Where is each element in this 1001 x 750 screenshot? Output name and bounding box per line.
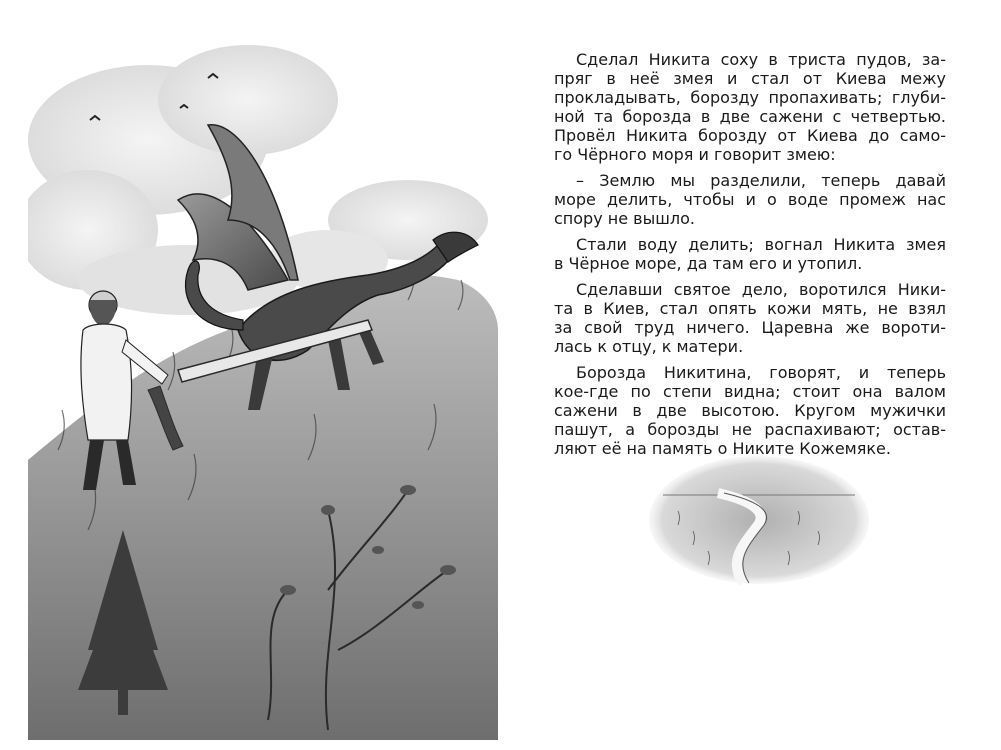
paragraph-4	[554, 280, 946, 356]
text-line: Стали воду делить; вогнал Никита змея	[576, 235, 946, 254]
text-line: море делить, чтобы и о воде промеж нас	[554, 190, 946, 209]
text-line: за свой труд ничего. Царевна же вороти-	[554, 318, 946, 337]
text-line: пашут, а борозды не распахивают; остав-	[554, 420, 946, 439]
story-text	[554, 50, 946, 465]
paragraph-5	[554, 363, 946, 458]
vignette-furrow	[648, 455, 870, 585]
paragraph-3	[554, 235, 946, 273]
paragraph-2	[554, 171, 946, 228]
text-line: сажени в две высотою. Кругом мужички	[554, 401, 946, 420]
text-line: прокладывать, борозду пропахивать; глуби-	[554, 88, 946, 107]
text-line: Провёл Никита борозду от Киева до само-	[554, 126, 946, 145]
text-line: лась к отцу, к матери.	[554, 337, 744, 356]
text-line: Борозда Никитина, говорят, и теперь	[576, 363, 946, 382]
text-line: ной та борозда в две сажени с четвертью.	[554, 107, 946, 126]
text-line: спору не вышло.	[554, 209, 695, 228]
text-line: Сделавши святое дело, воротился Ники-	[576, 280, 946, 299]
illustration-nikita-dragon	[28, 30, 498, 740]
paragraph-1	[554, 50, 946, 164]
text-line: Сделал Никита соху в триста пудов, за-	[576, 50, 946, 69]
text-line: кое-где по степи видна; стоит она валом	[554, 382, 946, 401]
text-line: – Землю мы разделили, теперь давай	[576, 171, 946, 190]
text-line: пряг в неё змея и стал от Киева межу	[554, 69, 946, 88]
text-line: та в Киев, стал опять кожи мять, не взял	[554, 299, 946, 318]
text-line: го Чёрного моря и говорит змею:	[554, 145, 836, 164]
text-line: ляют её на память о Никите Кожемяке.	[554, 439, 891, 458]
text-line: в Чёрное море, да там его и утопил.	[554, 254, 863, 273]
